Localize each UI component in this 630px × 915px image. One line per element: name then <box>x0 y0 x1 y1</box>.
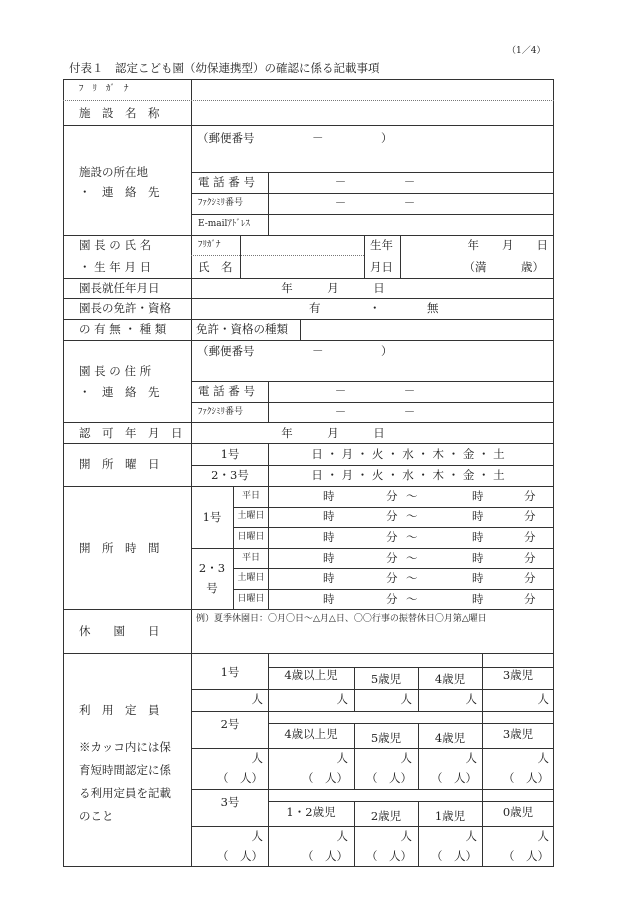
hours-fun: 分 <box>524 530 536 544</box>
director-address-label-2: ・ 連 絡 先 <box>79 385 160 399</box>
hours-fun: 分 <box>524 489 536 503</box>
hours-tilde: 〜 <box>406 551 418 565</box>
holiday-label: 休 園 日 <box>79 624 160 638</box>
capacity-unit: 人 <box>251 829 263 843</box>
approval-value: 年 月 日 <box>281 426 385 440</box>
director-address-phone-value: － － <box>334 384 416 398</box>
capacity-group-label: 3号 <box>220 795 240 809</box>
director-birth-label-1: 生年 <box>370 238 393 252</box>
capacity-unit-paren: （ 人） <box>431 771 477 785</box>
location-label-2: ・ 連 絡 先 <box>79 185 160 199</box>
open-days-days: 日 ・ 月 ・ 火 ・ 水 ・ 木 ・ 金 ・ 土 <box>311 447 505 461</box>
director-address-postal: （郵便番号 － ） <box>197 344 393 358</box>
capacity-header: 4歳児 <box>434 672 466 686</box>
license-no: 無 <box>427 301 439 315</box>
director-address-phone-label: 電 話 番 号 <box>198 384 255 398</box>
capacity-unit: 人 <box>537 751 549 765</box>
open-hours-group2: 2・3 <box>198 561 226 575</box>
capacity-header: 5歳児 <box>370 731 402 745</box>
capacity-header: 3歳児 <box>502 727 534 741</box>
approval-label: 認 可 年 月 日 <box>79 426 183 440</box>
hours-fun: 分 <box>386 509 398 523</box>
capacity-unit-paren: （ 人） <box>217 771 263 785</box>
capacity-unit: 人 <box>336 692 348 706</box>
hours-ji: 時 <box>323 509 335 523</box>
location-fax-label: ﾌｧｸｼﾐﾘ番号 <box>198 198 244 208</box>
location-phone-label: 電 話 番 号 <box>198 175 255 189</box>
director-label-2: ・ 生 年 月 日 <box>79 260 152 274</box>
capacity-header: 4歳以上児 <box>284 727 338 741</box>
hours-ji: 時 <box>472 551 484 565</box>
capacity-unit-paren: （ 人） <box>366 771 412 785</box>
hours-fun: 分 <box>386 592 398 606</box>
hours-fun: 分 <box>386 551 398 565</box>
director-age-value: （満 歳） <box>463 260 544 274</box>
hours-tilde: 〜 <box>406 530 418 544</box>
capacity-header: 2歳児 <box>370 809 402 823</box>
director-birth-value: 年 月 日 <box>467 238 548 252</box>
capacity-group-label: 2号 <box>220 717 240 731</box>
capacity-unit-paren: （ 人） <box>366 849 412 863</box>
hours-fun: 分 <box>524 592 536 606</box>
furigana-label: ﾌ ﾘ ｶﾞ ﾅ <box>79 84 129 94</box>
capacity-header: 4歳児 <box>434 731 466 745</box>
hours-fun: 分 <box>524 509 536 523</box>
director-label-1: 園 長 の 氏 名 <box>79 238 152 252</box>
capacity-unit-paren: （ 人） <box>503 771 549 785</box>
director-address-label-1: 園 長 の 住 所 <box>79 364 152 378</box>
hours-ji: 時 <box>323 551 335 565</box>
director-furigana-label: ﾌﾘｶﾞﾅ <box>198 240 221 250</box>
capacity-unit-paren: （ 人） <box>217 849 263 863</box>
hours-ji: 時 <box>323 592 335 606</box>
capacity-unit: 人 <box>537 829 549 843</box>
capacity-group-label: 1号 <box>220 665 240 679</box>
hours-ji: 時 <box>472 592 484 606</box>
location-email-label: E-mailｱﾄﾞﾚｽ <box>198 219 250 229</box>
open-hours-group1: 1号 <box>202 510 222 524</box>
open-hours-day-type: 土曜日 <box>237 511 265 521</box>
hours-ji: 時 <box>323 571 335 585</box>
capacity-unit: 人 <box>251 751 263 765</box>
director-address-fax-label: ﾌｧｸｼﾐﾘ番号 <box>198 407 244 417</box>
license-yes: 有 <box>309 301 321 315</box>
license-dot: ・ <box>369 301 381 315</box>
open-days-days: 日 ・ 月 ・ 火 ・ 水 ・ 木 ・ 金 ・ 土 <box>311 468 505 482</box>
capacity-unit: 人 <box>336 829 348 843</box>
capacity-unit-paren: （ 人） <box>431 849 477 863</box>
capacity-unit-paren: （ 人） <box>302 849 348 863</box>
director-name-label: 氏 名 <box>198 260 233 274</box>
capacity-unit: 人 <box>336 751 348 765</box>
open-days-label: 開 所 曜 日 <box>79 457 160 471</box>
hours-tilde: 〜 <box>406 489 418 503</box>
open-hours-day-type: 平日 <box>241 553 261 563</box>
director-birth-label-2: 月日 <box>370 260 393 274</box>
hours-fun: 分 <box>386 530 398 544</box>
hours-fun: 分 <box>386 489 398 503</box>
capacity-unit: 人 <box>400 692 412 706</box>
capacity-label: 利 用 定 員 <box>79 703 160 717</box>
capacity-unit: 人 <box>400 829 412 843</box>
director-appointed-value: 年 月 日 <box>281 281 385 295</box>
open-hours-day-type: 土曜日 <box>237 573 265 583</box>
hours-fun: 分 <box>524 571 536 585</box>
open-hours-group2: 号 <box>206 581 218 595</box>
location-fax-value: － － <box>334 196 416 210</box>
open-hours-day-type: 平日 <box>241 491 261 501</box>
open-hours-day-type: 日曜日 <box>237 594 265 604</box>
hours-ji: 時 <box>323 530 335 544</box>
location-postal: （郵便番号 － ） <box>197 131 393 145</box>
capacity-note: 育短時間認定に係 <box>79 763 171 777</box>
page-title: 付表１ 認定こども園（幼保連携型）の確認に係る記載事項 <box>69 61 380 75</box>
capacity-header: 5歳児 <box>370 672 402 686</box>
capacity-unit: 人 <box>465 829 477 843</box>
capacity-unit-paren: （ 人） <box>302 771 348 785</box>
hours-ji: 時 <box>323 489 335 503</box>
hours-tilde: 〜 <box>406 571 418 585</box>
capacity-unit-paren: （ 人） <box>503 849 549 863</box>
capacity-unit: 人 <box>537 692 549 706</box>
capacity-header: 0歳児 <box>502 805 534 819</box>
open-days-type: 2・3号 <box>211 468 249 482</box>
hours-ji: 時 <box>472 509 484 523</box>
location-label-1: 施設の所在地 <box>79 165 148 179</box>
capacity-unit: 人 <box>465 692 477 706</box>
facility-name-label: 施 設 名 称 <box>79 106 160 120</box>
hours-ji: 時 <box>472 489 484 503</box>
license-label-2: の 有 無 ・ 種 類 <box>79 322 167 336</box>
capacity-unit: 人 <box>465 751 477 765</box>
capacity-header: 1・2歳児 <box>286 805 336 819</box>
capacity-header: 3歳児 <box>502 668 534 682</box>
hours-fun: 分 <box>524 551 536 565</box>
hours-tilde: 〜 <box>406 592 418 606</box>
location-phone-value: － － <box>334 175 416 189</box>
capacity-unit: 人 <box>251 692 263 706</box>
hours-fun: 分 <box>386 571 398 585</box>
hours-ji: 時 <box>472 530 484 544</box>
capacity-unit: 人 <box>400 751 412 765</box>
hours-ji: 時 <box>472 571 484 585</box>
capacity-header: 1歳児 <box>434 809 466 823</box>
open-hours-day-type: 日曜日 <box>237 532 265 542</box>
director-appointed-label: 園長就任年月日 <box>79 281 160 295</box>
capacity-note: ※カッコ内には保 <box>79 740 171 754</box>
capacity-note: のこと <box>79 809 114 823</box>
hours-tilde: 〜 <box>406 509 418 523</box>
director-address-fax-value: － － <box>334 405 416 419</box>
open-hours-label: 開 所 時 間 <box>79 541 160 555</box>
page-number: （1／4） <box>507 46 546 56</box>
holiday-example: 例）夏季休園日：〇月〇日～△月△日、〇〇行事の振替休日〇月第△曜日 <box>196 614 487 624</box>
license-type-label: 免許・資格の種類 <box>196 322 288 336</box>
license-label-1: 園長の免許・資格 <box>79 301 171 315</box>
capacity-header: 4歳以上児 <box>284 668 338 682</box>
open-days-type: 1号 <box>220 447 240 461</box>
capacity-note: る利用定員を記載 <box>79 786 171 800</box>
